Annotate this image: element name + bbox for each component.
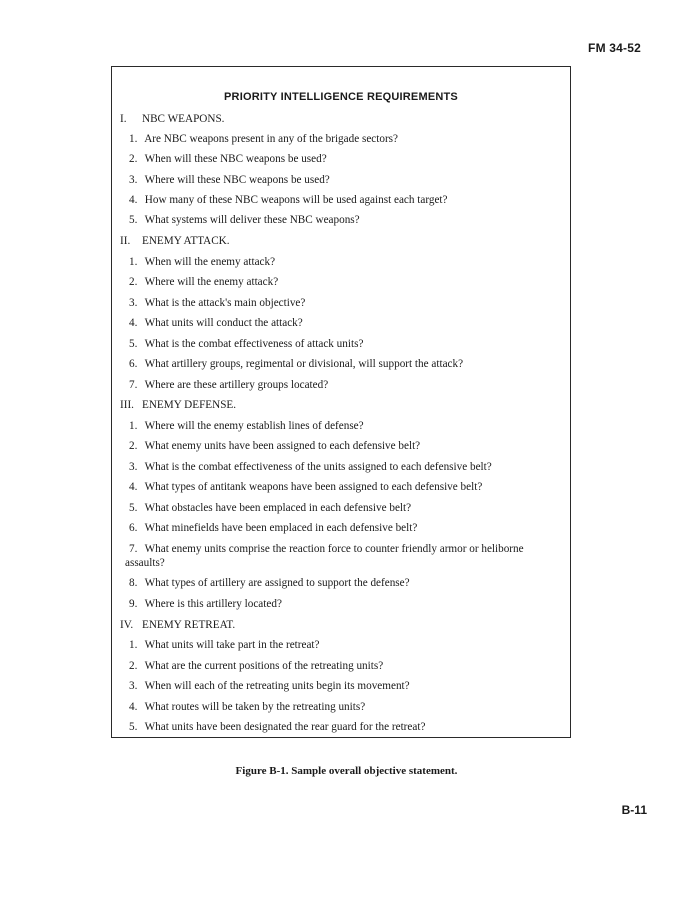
list-item: 2. Where will the enemy attack? <box>129 276 279 288</box>
list-item: 7. What enemy units comprise the reaction force to counter friendly armor or heliborne assaults? <box>125 543 524 569</box>
section-numeral: II. <box>120 235 131 247</box>
list-item: 8. What types of artillery are assigned to support the defense? <box>129 577 410 589</box>
list-item: 3. Where will these NBC weapons be used? <box>129 174 330 186</box>
list-item: 2. What are the current positions of the retreating units? <box>129 660 384 672</box>
page-number: B-11 <box>621 803 647 817</box>
document-code: FM 34-52 <box>588 41 641 55</box>
list-item: 6. What artillery groups, regimental or divisional, will support the attack? <box>129 358 464 370</box>
section-numeral: IV. <box>120 619 134 631</box>
figure-caption: Figure B-1. Sample overall objective statement. <box>235 765 458 777</box>
list-item: 4. What routes will be taken by the retreating units? <box>129 701 366 713</box>
section-title: ENEMY ATTACK. <box>142 235 230 247</box>
list-item: 4. What types of antitank weapons have been assigned to each defensive belt? <box>129 481 483 493</box>
section-heading-enemy-defense <box>120 399 236 412</box>
list-item: 1. What units will take part in the retreat? <box>129 639 320 651</box>
list-item: 6. What minefields have been emplaced in each defensive belt? <box>129 522 418 534</box>
list-item: 2. What enemy units have been assigned to each defensive belt? <box>129 440 421 452</box>
list-item: 4. How many of these NBC weapons will be used against each target? <box>129 194 448 206</box>
list-item: 3. When will each of the retreating units begin its movement? <box>129 680 410 692</box>
list-item: 1. Are NBC weapons present in any of the brigade sectors? <box>129 133 399 145</box>
requirements-box <box>111 66 571 738</box>
list-item: 1. When will the enemy attack? <box>129 256 276 268</box>
section-heading-nbc-weapons <box>120 113 224 126</box>
list-item: 5. What units have been designated the rear guard for the retreat? <box>129 721 426 733</box>
list-item: 5. What systems will deliver these NBC weapons? <box>129 214 360 226</box>
list-item: 4. What units will conduct the attack? <box>129 317 303 329</box>
list-item: 3. What is the combat effectiveness of the units assigned to each defensive belt? <box>129 461 492 473</box>
list-item: 1. Where will the enemy establish lines of defense? <box>129 420 364 432</box>
list-item: 3. What is the attack's main objective? <box>129 297 306 309</box>
box-title: PRIORITY INTELLIGENCE REQUIREMENTS <box>224 91 458 103</box>
section-numeral: III. <box>120 399 134 411</box>
list-item: 5. What obstacles have been emplaced in each defensive belt? <box>129 502 412 514</box>
section-title: ENEMY RETREAT. <box>142 619 236 631</box>
section-heading-enemy-attack <box>120 235 230 248</box>
list-item: 7. Where are these artillery groups located? <box>129 379 329 391</box>
list-item: 5. What is the combat effectiveness of attack units? <box>129 338 364 350</box>
list-item: 2. When will these NBC weapons be used? <box>129 153 327 165</box>
section-title: NBC WEAPONS. <box>142 113 225 125</box>
section-title: ENEMY DEFENSE. <box>142 399 237 411</box>
section-numeral: I. <box>120 113 127 125</box>
list-item: 9. Where is this artillery located? <box>129 598 282 610</box>
section-heading-enemy-retreat <box>120 619 235 632</box>
